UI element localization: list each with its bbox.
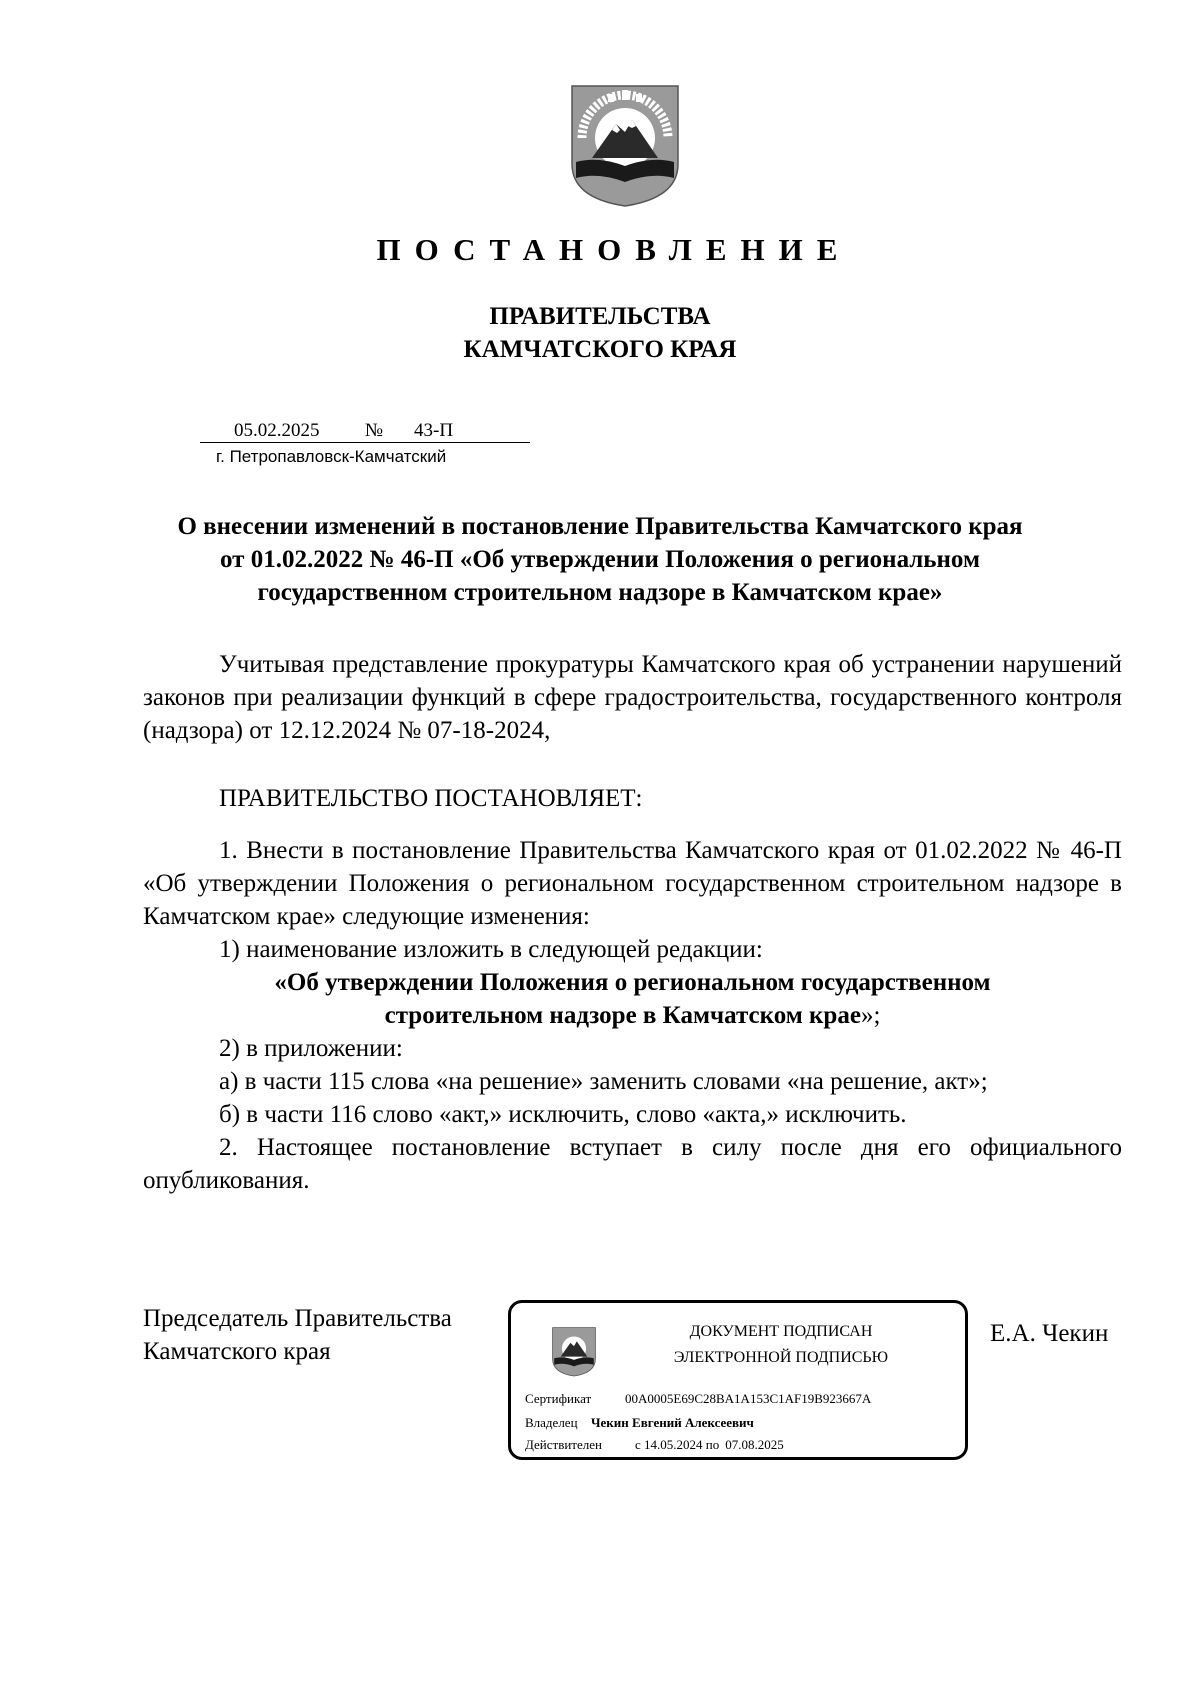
resolution-phrase: ПРАВИТЕЛЬСТВО ПОСТАНОВЛЯЕТ: [219,785,643,812]
document-city: г. Петропавловск-Камчатский [216,447,447,466]
validity-to: 07.08.2025 [725,1437,784,1452]
owner-value: Чекин Евгений Алексеевич [591,1415,754,1430]
certificate-label: Сертификат [525,1391,592,1406]
validity-from: с 14.05.2024 по [635,1437,720,1452]
new-title-line-2 [143,999,1122,1032]
stamp-heading-line-1: ДОКУМЕНТ ПОДПИСАН [689,1323,873,1340]
number-sign: № [364,420,384,441]
stamp-heading [621,1319,941,1371]
document-number: 43-П [414,420,454,441]
validity-label: Действителен [525,1437,602,1452]
document-date: 05.02.2025 [234,420,320,441]
registration-block [200,418,530,467]
subject-line-1: О внесении изменений в постановление Правительства Камчатского края [177,513,1023,540]
item-1-2-b: б) в части 116 слово «акт,» исключить, слово «акта,» исключить. [219,1101,907,1128]
issuer-line-1: ПРАВИТЕЛЬСТВА [489,303,711,330]
signer-name: Е.А. Чекин [990,1320,1109,1347]
item-1-1: 1) наименование изложить в следующей редакции: [219,936,763,963]
issuer-line-2: КАМЧАТСКОГО КРАЯ [463,336,737,363]
item-1-2: 2) в приложении: [219,1035,403,1062]
document-subject [130,510,1070,609]
issuer-title [0,300,1200,366]
new-title-quote [143,966,1122,1032]
stamp-coat-of-arms-icon [551,1325,597,1377]
stamp-owner-row [525,1415,754,1431]
item-1-2-a: а) в части 115 слова «на решение» заменить словами «на решение, акт»; [219,1068,988,1095]
owner-label: Владелец [525,1415,578,1430]
stamp-certificate-row [525,1391,871,1407]
resolution-items [143,834,1122,1197]
certificate-value: 00A0005E69C28BA1A153C1AF19B923667A [625,1391,872,1406]
item-1: 1. Внести в постановление Правительства Камчатского края от 01.02.2022 № 46-П «Об утверждении Положения о региональном государственном строительном надзоре в Камчатском крае» следующие изменения: [143,837,1122,930]
subject-line-2: от 01.02.2022 № 46-П «Об утверждении Положения о региональном [220,546,980,573]
new-title-tail: »; [860,1002,881,1029]
signer-position-line-1: Председатель Правительства [143,1305,452,1332]
electronic-signature-stamp [508,1300,968,1460]
registration-line [200,418,530,443]
new-title-line-1: «Об утверждении Положения о региональном государственном [274,969,991,996]
signer-position [143,1302,452,1368]
kamchatka-coat-of-arms-icon [568,80,682,208]
new-title-line-2-text: строительном надзоре в Камчатском крае [384,1002,861,1029]
item-2: 2. Настоящее постановление вступает в силу после дня его официального опубликования. [143,1134,1122,1194]
document-type-title: ПОСТАНОВЛЕНИЕ [376,232,852,267]
signer-position-line-2: Камчатского края [143,1338,331,1365]
preamble-paragraph: Учитывая представление прокуратуры Камчатского края об устранении нарушений законов при реализации функций в сфере градостроительства, государственного контроля (надзора) от 12.12.2024 № 07-18-2024, [143,651,1122,744]
stamp-validity-row [525,1437,784,1453]
subject-line-3: государственном строительном надзоре в Камчатском крае» [257,579,943,606]
stamp-heading-line-2: ЭЛЕКТРОННОЙ ПОДПИСЬЮ [673,1349,889,1366]
